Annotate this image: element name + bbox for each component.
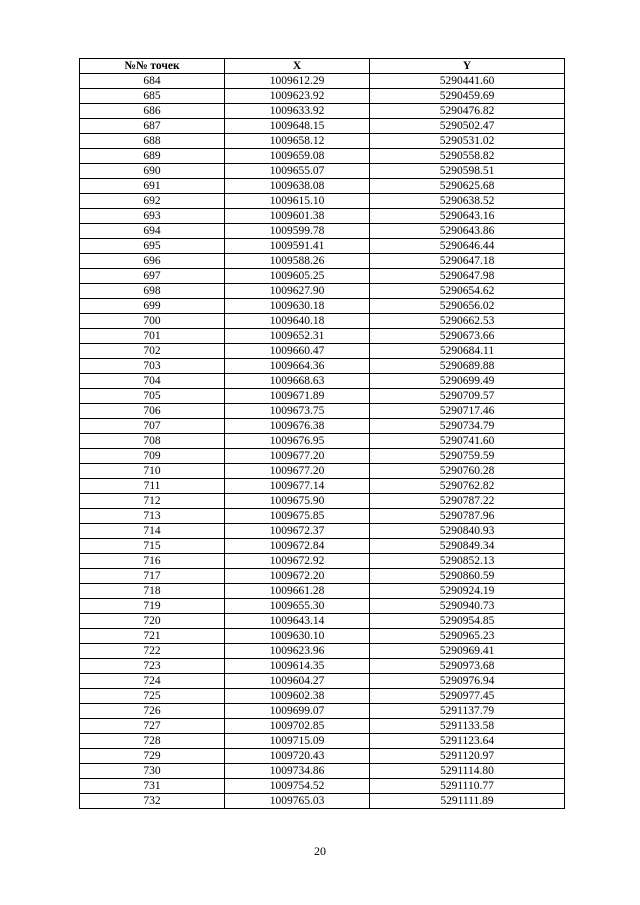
cell-x: 1009672.20 bbox=[225, 569, 370, 584]
cell-x: 1009673.75 bbox=[225, 404, 370, 419]
cell-x: 1009623.92 bbox=[225, 89, 370, 104]
cell-x: 1009677.20 bbox=[225, 449, 370, 464]
cell-x: 1009677.14 bbox=[225, 479, 370, 494]
table-row bbox=[80, 569, 565, 584]
table-row bbox=[80, 314, 565, 329]
cell-point-number: 719 bbox=[80, 599, 225, 614]
cell-x: 1009702.85 bbox=[225, 719, 370, 734]
cell-x: 1009643.14 bbox=[225, 614, 370, 629]
cell-x: 1009655.07 bbox=[225, 164, 370, 179]
cell-y: 5290973.68 bbox=[370, 659, 565, 674]
cell-point-number: 688 bbox=[80, 134, 225, 149]
cell-point-number: 714 bbox=[80, 524, 225, 539]
cell-y: 5290734.79 bbox=[370, 419, 565, 434]
cell-y: 5290638.52 bbox=[370, 194, 565, 209]
table-row bbox=[80, 419, 565, 434]
cell-x: 1009658.12 bbox=[225, 134, 370, 149]
cell-y: 5290459.69 bbox=[370, 89, 565, 104]
cell-x: 1009599.78 bbox=[225, 224, 370, 239]
cell-x: 1009630.10 bbox=[225, 629, 370, 644]
cell-y: 5290502.47 bbox=[370, 119, 565, 134]
table-row bbox=[80, 374, 565, 389]
cell-x: 1009638.08 bbox=[225, 179, 370, 194]
cell-point-number: 690 bbox=[80, 164, 225, 179]
cell-y: 5290741.60 bbox=[370, 434, 565, 449]
cell-x: 1009612.29 bbox=[225, 74, 370, 89]
table-row bbox=[80, 299, 565, 314]
cell-x: 1009623.96 bbox=[225, 644, 370, 659]
table-row bbox=[80, 224, 565, 239]
table-row bbox=[80, 404, 565, 419]
cell-y: 5290654.62 bbox=[370, 284, 565, 299]
cell-point-number: 697 bbox=[80, 269, 225, 284]
header-y: Y bbox=[370, 59, 565, 74]
cell-point-number: 704 bbox=[80, 374, 225, 389]
cell-x: 1009699.07 bbox=[225, 704, 370, 719]
table-row bbox=[80, 254, 565, 269]
table-row bbox=[80, 734, 565, 749]
table-row bbox=[80, 149, 565, 164]
cell-y: 5290976.94 bbox=[370, 674, 565, 689]
cell-point-number: 698 bbox=[80, 284, 225, 299]
cell-point-number: 686 bbox=[80, 104, 225, 119]
cell-x: 1009614.35 bbox=[225, 659, 370, 674]
table-row bbox=[80, 74, 565, 89]
table-row bbox=[80, 119, 565, 134]
cell-x: 1009754.52 bbox=[225, 779, 370, 794]
cell-point-number: 723 bbox=[80, 659, 225, 674]
cell-x: 1009671.89 bbox=[225, 389, 370, 404]
cell-y: 5290954.85 bbox=[370, 614, 565, 629]
cell-y: 5290860.59 bbox=[370, 569, 565, 584]
cell-y: 5290598.51 bbox=[370, 164, 565, 179]
cell-x: 1009652.31 bbox=[225, 329, 370, 344]
cell-x: 1009668.63 bbox=[225, 374, 370, 389]
cell-x: 1009672.84 bbox=[225, 539, 370, 554]
cell-point-number: 699 bbox=[80, 299, 225, 314]
cell-point-number: 731 bbox=[80, 779, 225, 794]
cell-point-number: 729 bbox=[80, 749, 225, 764]
cell-y: 5290717.46 bbox=[370, 404, 565, 419]
cell-point-number: 703 bbox=[80, 359, 225, 374]
table-row bbox=[80, 389, 565, 404]
header-point-number: №№ точек bbox=[80, 59, 225, 74]
cell-point-number: 695 bbox=[80, 239, 225, 254]
cell-point-number: 696 bbox=[80, 254, 225, 269]
cell-y: 5290643.86 bbox=[370, 224, 565, 239]
cell-point-number: 709 bbox=[80, 449, 225, 464]
cell-point-number: 721 bbox=[80, 629, 225, 644]
cell-point-number: 717 bbox=[80, 569, 225, 584]
cell-x: 1009664.36 bbox=[225, 359, 370, 374]
cell-y: 5291123.64 bbox=[370, 734, 565, 749]
table-row bbox=[80, 104, 565, 119]
cell-y: 5290656.02 bbox=[370, 299, 565, 314]
cell-y: 5290531.02 bbox=[370, 134, 565, 149]
table-row bbox=[80, 239, 565, 254]
cell-y: 5290977.45 bbox=[370, 689, 565, 704]
table-row bbox=[80, 539, 565, 554]
table-row bbox=[80, 674, 565, 689]
cell-y: 5290852.13 bbox=[370, 554, 565, 569]
cell-x: 1009675.90 bbox=[225, 494, 370, 509]
cell-point-number: 732 bbox=[80, 794, 225, 809]
cell-y: 5290969.41 bbox=[370, 644, 565, 659]
cell-y: 5290673.66 bbox=[370, 329, 565, 344]
cell-point-number: 712 bbox=[80, 494, 225, 509]
cell-point-number: 725 bbox=[80, 689, 225, 704]
header-x: X bbox=[225, 59, 370, 74]
cell-y: 5290558.82 bbox=[370, 149, 565, 164]
cell-x: 1009605.25 bbox=[225, 269, 370, 284]
table-row bbox=[80, 599, 565, 614]
cell-y: 5290689.88 bbox=[370, 359, 565, 374]
cell-y: 5290646.44 bbox=[370, 239, 565, 254]
cell-x: 1009676.95 bbox=[225, 434, 370, 449]
cell-point-number: 711 bbox=[80, 479, 225, 494]
cell-x: 1009591.41 bbox=[225, 239, 370, 254]
table-header-row bbox=[80, 59, 565, 74]
table-row bbox=[80, 659, 565, 674]
cell-point-number: 708 bbox=[80, 434, 225, 449]
cell-y: 5290924.19 bbox=[370, 584, 565, 599]
cell-y: 5291114.80 bbox=[370, 764, 565, 779]
cell-x: 1009659.08 bbox=[225, 149, 370, 164]
cell-x: 1009734.86 bbox=[225, 764, 370, 779]
cell-y: 5290759.59 bbox=[370, 449, 565, 464]
cell-x: 1009627.90 bbox=[225, 284, 370, 299]
cell-point-number: 720 bbox=[80, 614, 225, 629]
cell-y: 5290643.16 bbox=[370, 209, 565, 224]
cell-x: 1009715.09 bbox=[225, 734, 370, 749]
table-row bbox=[80, 584, 565, 599]
cell-point-number: 685 bbox=[80, 89, 225, 104]
cell-point-number: 718 bbox=[80, 584, 225, 599]
cell-point-number: 707 bbox=[80, 419, 225, 434]
table-row bbox=[80, 179, 565, 194]
cell-point-number: 687 bbox=[80, 119, 225, 134]
table-row bbox=[80, 629, 565, 644]
table-body bbox=[80, 74, 565, 809]
table-row bbox=[80, 194, 565, 209]
cell-x: 1009765.03 bbox=[225, 794, 370, 809]
cell-x: 1009660.47 bbox=[225, 344, 370, 359]
cell-point-number: 713 bbox=[80, 509, 225, 524]
cell-point-number: 691 bbox=[80, 179, 225, 194]
cell-y: 5290662.53 bbox=[370, 314, 565, 329]
cell-y: 5291111.89 bbox=[370, 794, 565, 809]
cell-point-number: 705 bbox=[80, 389, 225, 404]
cell-y: 5290625.68 bbox=[370, 179, 565, 194]
cell-x: 1009676.38 bbox=[225, 419, 370, 434]
cell-point-number: 706 bbox=[80, 404, 225, 419]
cell-point-number: 700 bbox=[80, 314, 225, 329]
cell-point-number: 692 bbox=[80, 194, 225, 209]
cell-point-number: 701 bbox=[80, 329, 225, 344]
cell-point-number: 710 bbox=[80, 464, 225, 479]
cell-y: 5291120.97 bbox=[370, 749, 565, 764]
table-row bbox=[80, 494, 565, 509]
table-row bbox=[80, 464, 565, 479]
table-row bbox=[80, 644, 565, 659]
cell-x: 1009672.37 bbox=[225, 524, 370, 539]
cell-y: 5291137.79 bbox=[370, 704, 565, 719]
cell-y: 5291133.58 bbox=[370, 719, 565, 734]
table-row bbox=[80, 704, 565, 719]
cell-x: 1009640.18 bbox=[225, 314, 370, 329]
table-row bbox=[80, 434, 565, 449]
table-row bbox=[80, 164, 565, 179]
cell-point-number: 689 bbox=[80, 149, 225, 164]
cell-x: 1009604.27 bbox=[225, 674, 370, 689]
page-number: 20 bbox=[314, 844, 326, 858]
table-row bbox=[80, 509, 565, 524]
cell-x: 1009602.38 bbox=[225, 689, 370, 704]
cell-point-number: 724 bbox=[80, 674, 225, 689]
cell-point-number: 722 bbox=[80, 644, 225, 659]
cell-x: 1009661.28 bbox=[225, 584, 370, 599]
cell-y: 5290849.34 bbox=[370, 539, 565, 554]
cell-point-number: 684 bbox=[80, 74, 225, 89]
cell-x: 1009601.38 bbox=[225, 209, 370, 224]
cell-y: 5290762.82 bbox=[370, 479, 565, 494]
table-row bbox=[80, 479, 565, 494]
table-row bbox=[80, 89, 565, 104]
cell-y: 5290684.11 bbox=[370, 344, 565, 359]
cell-x: 1009630.18 bbox=[225, 299, 370, 314]
cell-x: 1009720.43 bbox=[225, 749, 370, 764]
table-row bbox=[80, 284, 565, 299]
cell-point-number: 728 bbox=[80, 734, 225, 749]
cell-x: 1009675.85 bbox=[225, 509, 370, 524]
cell-x: 1009655.30 bbox=[225, 599, 370, 614]
cell-point-number: 716 bbox=[80, 554, 225, 569]
cell-x: 1009588.26 bbox=[225, 254, 370, 269]
table-row bbox=[80, 449, 565, 464]
table-row bbox=[80, 359, 565, 374]
cell-x: 1009633.92 bbox=[225, 104, 370, 119]
cell-y: 5290840.93 bbox=[370, 524, 565, 539]
table-row bbox=[80, 779, 565, 794]
cell-y: 5290965.23 bbox=[370, 629, 565, 644]
cell-point-number: 730 bbox=[80, 764, 225, 779]
table-row bbox=[80, 794, 565, 809]
cell-x: 1009672.92 bbox=[225, 554, 370, 569]
cell-point-number: 715 bbox=[80, 539, 225, 554]
cell-point-number: 694 bbox=[80, 224, 225, 239]
cell-point-number: 727 bbox=[80, 719, 225, 734]
table-row bbox=[80, 329, 565, 344]
cell-y: 5290787.96 bbox=[370, 509, 565, 524]
cell-x: 1009615.10 bbox=[225, 194, 370, 209]
table-row bbox=[80, 134, 565, 149]
cell-point-number: 693 bbox=[80, 209, 225, 224]
table-row bbox=[80, 764, 565, 779]
table-row bbox=[80, 209, 565, 224]
cell-y: 5291110.77 bbox=[370, 779, 565, 794]
cell-y: 5290709.57 bbox=[370, 389, 565, 404]
table-row bbox=[80, 269, 565, 284]
cell-y: 5290760.28 bbox=[370, 464, 565, 479]
cell-x: 1009648.15 bbox=[225, 119, 370, 134]
table-row bbox=[80, 749, 565, 764]
cell-x: 1009677.20 bbox=[225, 464, 370, 479]
table-row bbox=[80, 614, 565, 629]
cell-y: 5290787.22 bbox=[370, 494, 565, 509]
cell-y: 5290441.60 bbox=[370, 74, 565, 89]
cell-point-number: 702 bbox=[80, 344, 225, 359]
table-row bbox=[80, 524, 565, 539]
table-row bbox=[80, 689, 565, 704]
table-row bbox=[80, 344, 565, 359]
cell-point-number: 726 bbox=[80, 704, 225, 719]
cell-y: 5290647.18 bbox=[370, 254, 565, 269]
table-row bbox=[80, 719, 565, 734]
table-row bbox=[80, 554, 565, 569]
cell-y: 5290647.98 bbox=[370, 269, 565, 284]
coordinates-table bbox=[79, 58, 565, 809]
cell-y: 5290476.82 bbox=[370, 104, 565, 119]
cell-y: 5290940.73 bbox=[370, 599, 565, 614]
cell-y: 5290699.49 bbox=[370, 374, 565, 389]
